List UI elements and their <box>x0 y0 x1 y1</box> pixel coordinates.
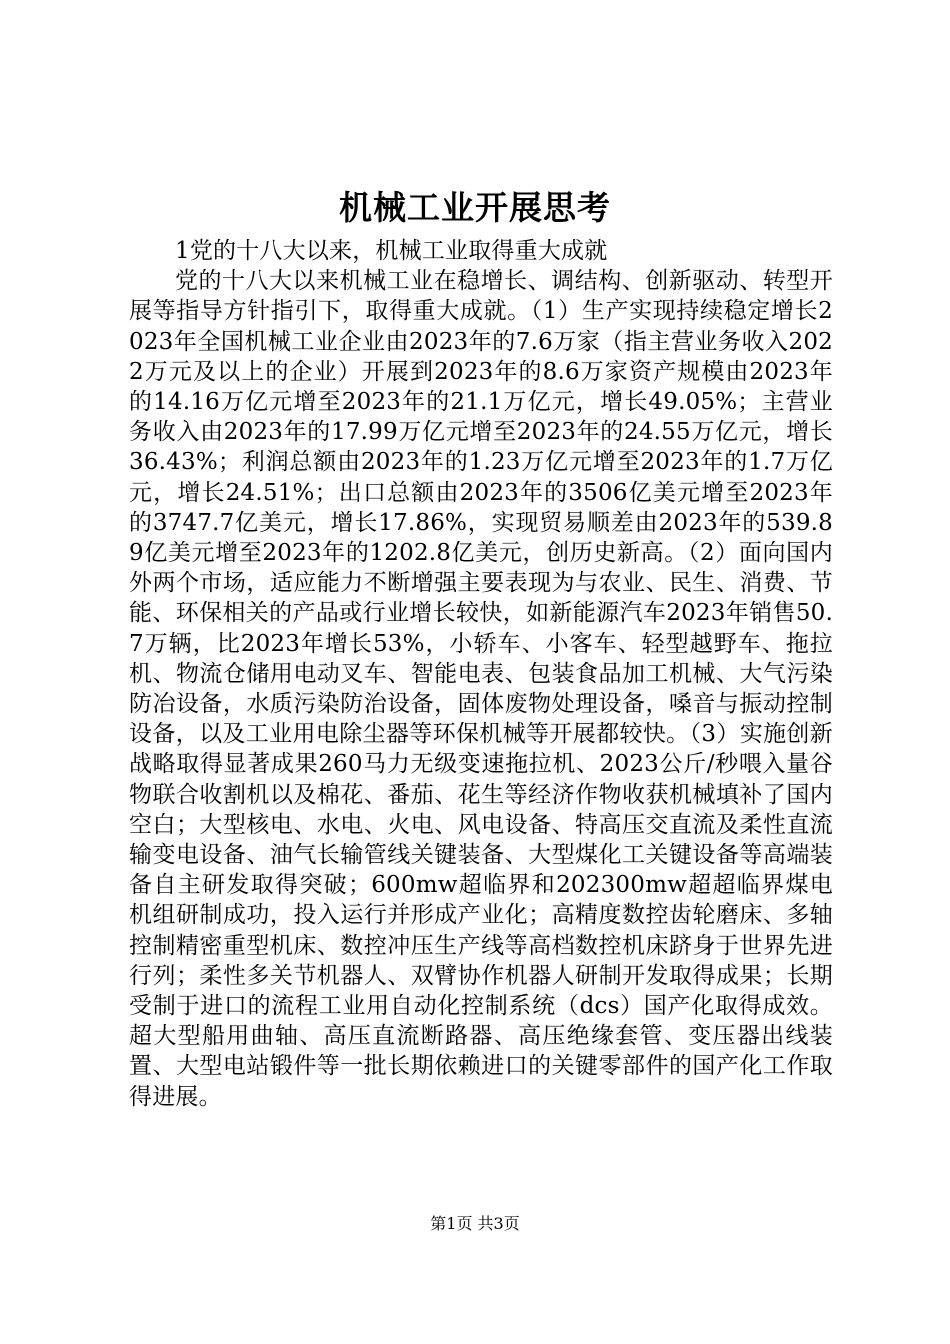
section-heading: 1党的十八大以来，机械工业取得重大成就 <box>175 238 608 264</box>
document-body <box>129 236 833 1112</box>
body-paragraph: 党的十八大以来机械工业在稳增长、调结构、创新驱动、转型开展等指导方针指引下，取得重大成就。（1）生产实现持续稳定增长2023年全国机械工业企业由2023年的7.6万家（指主营业务收入2022万元及以上的企业）开展到2023年的8.6万家资产规模由2023年的14.16万亿元增至2023年的21.1万亿元，增长49.05%；主营业务收入由2023年的17.99万亿元增至2023年的24.55万亿元，增长36.43%；利润总额由2023年的1.23万亿元增至2023年的1.7万亿元，增长24.51%；出口总额由2023年的3506亿美元增至2023年的3747.7亿美元，增长17.86%，实现贸易顺差由2023年的539.89亿美元增至2023年的1202.8亿美元，创历史新高。（2）面向国内外两个市场，适应能力不断增强主要表现为与农业、民生、消费、节能、环保相关的产品或行业增长较快，如新能源汽车2023年销售50.7万辆，比2023年增长53%，小轿车、小客车、轻型越野车、拖拉机、物流仓储用电动叉车、智能电表、包装食品加工机械、大气污染防冶设备，水质污染防治设备，固体废物处理设备，嗓音与振动控制设备，以及工业用电除尘器等环保机械等开展都较快。（3）实施创新战略取得显著成果260马力无级变速拖拉机、2023公斤/秒喂入量谷物联合收割机以及棉花、番茄、花生等经济作物收获机械填补了国内空白；大型核电、水电、火电、风电设备、特高压交直流及柔性直流输变电设备、油气长输管线关键装备、大型煤化工关键设备等高端装备自主研发取得突破；600mw超临界和202300mw超超临界煤电机组研制成功，投入运行并形成产业化；高精度数控齿轮磨床、多轴控制精密重型机床、数控冲压生产线等高档数控机床跻身于世界先进行列；柔性多关节机器人、双臂协作机器人研制开发取得成果；长期受制于进口的流程工业用自动化控制系统（dcs）国产化取得成效。超大型船用曲轴、高压直流断路器、高压绝缘套管、变压器出线装置、大型电站锻件等一批长期依赖进口的关键零部件的国产化工作取得进展。 <box>129 268 833 1110</box>
document-title: 机械工业开展思考 <box>339 188 611 227</box>
page-footer: 第1页 共3页 <box>430 1214 520 1233</box>
